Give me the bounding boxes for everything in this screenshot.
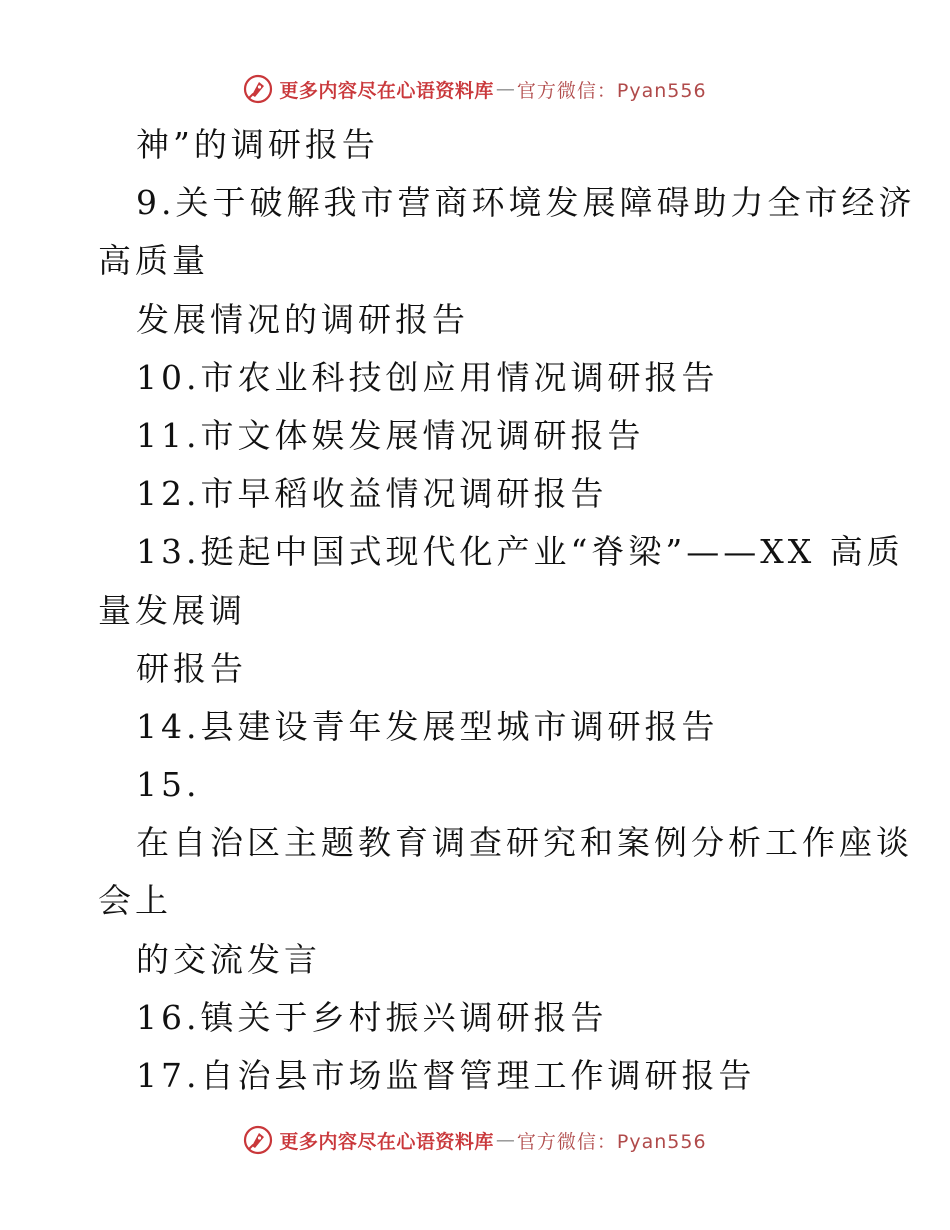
text-line: 15. [136,765,201,805]
text-line: 在自治区主题教育调查研究和案例分析工作座谈 [136,823,913,863]
text-line: 神”的调研报告 [136,125,379,164]
text-line: 高质量 [98,241,209,281]
header-watermark [0,72,950,106]
text-line: 研报告 [136,648,247,688]
fountain-pen-nib-icon [243,74,273,104]
document-body [98,116,916,1105]
footer-watermark [0,1123,950,1157]
watermark-account-text: 官方微信：Pyan556 [516,79,707,102]
fountain-pen-nib-icon [243,1125,273,1155]
text-line: 16.镇关于乡村振兴调研报告 [136,997,608,1037]
watermark-separator: — [495,1129,515,1151]
watermark-main-text: 更多内容尽在心语资料库 [279,1130,494,1153]
text-line: 9.关于破解我市营商环境发展障碍助力全市经济 [136,183,916,223]
text-line: 17.自治县市场监督管理工作调研报告 [136,1056,756,1095]
text-line: 会上 [98,881,172,921]
text-line: 11.市文体娱发展情况调研报告 [136,415,645,455]
watermark-separator: — [495,78,515,100]
text-line: 14.县建设青年发展型城市调研报告 [136,706,719,746]
text-line: 的交流发言 [136,939,321,979]
text-line: 13.挺起中国式现代化产业“脊梁”——XX 高质 [136,532,904,572]
text-line: 12.市早稻收益情况调研报告 [136,474,608,514]
text-line: 发展情况的调研报告 [136,299,469,339]
watermark-account-text: 官方微信：Pyan556 [516,1130,707,1153]
text-line: 10.市农业科技创应用情况调研报告 [136,357,719,397]
watermark-main-text: 更多内容尽在心语资料库 [279,79,494,102]
text-line: 量发展调 [98,590,246,630]
